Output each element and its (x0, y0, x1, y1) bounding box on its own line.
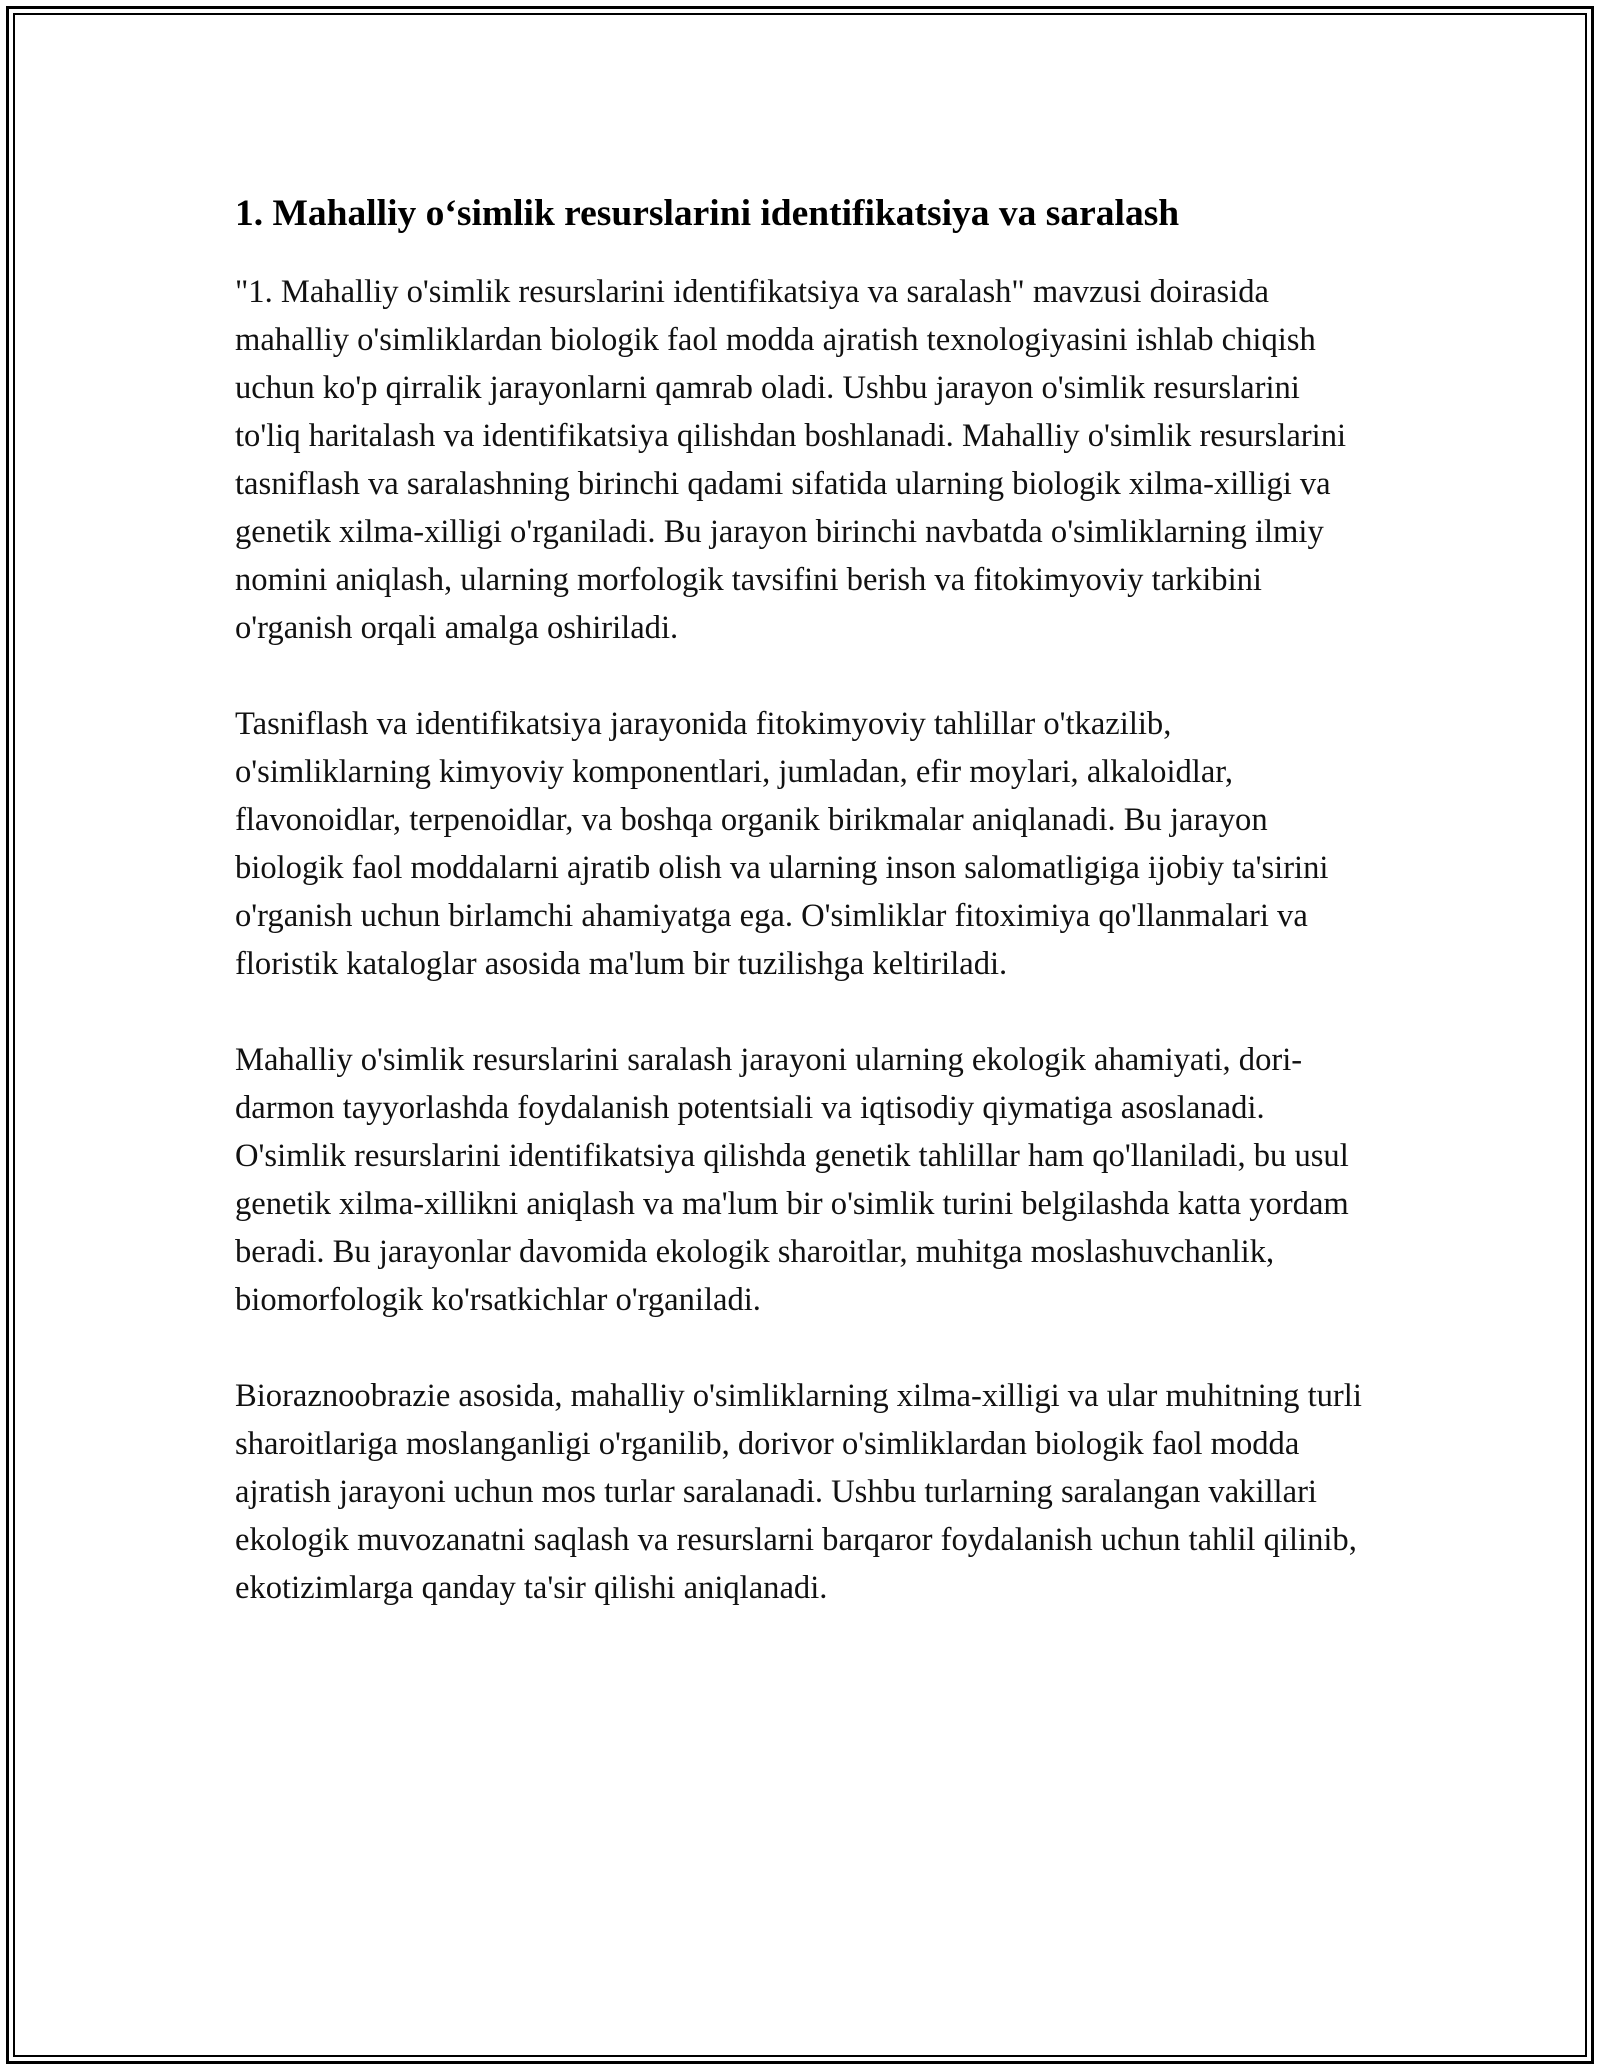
paragraph-2: Tasniflash va identifikatsiya jarayonida fitokimyoviy tahlillar o'tkazilib, o'simliklarning kimyoviy komponentlari, jumladan, efir moylari, alkaloidlar, flavonoidlar, terpenoidlar, va boshqa organik birikmalar aniqlanadi. Bu jarayon biologik faol moddalarni ajratib olish va ularning inson salomatligiga ijobiy ta'sirini o'rganish uchun birlamchi ahamiyatga ega. O'simliklar fitoximiya qo'llanmalari va floristik kataloglar asosida ma'lum bir tuzilishga keltiriladi. (235, 706, 1329, 982)
paragraph-4: Bioraznoobrazie asosida, mahalliy o'simliklarning xilma-xilligi va ular muhitning turli sharoitlariga moslanganligi o'rganilib, dorivor o'simliklardan biologik faol modda ajratish jarayoni uchun mos turlar saralanadi. Ushbu turlarning saralangan vakillari ekologik muvozanatni saqlash va resurslarni barqaror foydalanish uchun tahlil qilinib, ekotizimlarga qanday ta'sir qilishi aniqlanadi. (235, 1378, 1362, 1606)
paragraph-3: Mahalliy o'simlik resurslarini saralash jarayoni ularning ekologik ahamiyati, dori-darmon tayyorlashda foydalanish potentsiali va iqtisodiy qiymatiga asoslanadi. O'simlik resurslarini identifikatsiya qilishda genetik tahlillar ham qo'llaniladi, bu usul genetik xilma-xillikni aniqlash va ma'lum bir o'simlik turini belgilashda katta yordam beradi. Bu jarayonlar davomida ekologik sharoitlar, muhitga moslashuvchanlik, biomorfologik ko'rsatkichlar o'rganiladi. (235, 1042, 1349, 1318)
paragraph-1: "1. Mahalliy o'simlik resurslarini identifikatsiya va saralash" mavzusi doirasida mahalliy o'simliklardan biologik faol modda ajratish texnologiyasini ishlab chiqish uchun ko'p qirralik jarayonlarni qamrab oladi. Ushbu jarayon o'simlik resurslarini to'liq haritalash va identifikatsiya qilishdan boshlanadi. Mahalliy o'simlik resurslarini tasniflash va saralashning birinchi qadami sifatida ularning biologik xilma-xilligi va genetik xilma-xilligi o'rganiladi. Bu jarayon birinchi navbatda o'simliklarning ilmiy nomini aniqlash, ularning morfologik tavsifini berish va fitokimyoviy tarkibini o'rganish orqali amalga oshiriladi. (235, 274, 1347, 646)
section-heading: 1. Mahalliy o‘simlik resurslarini identifikatsiya va saralash (235, 193, 1180, 234)
document-body (235, 188, 1365, 1660)
